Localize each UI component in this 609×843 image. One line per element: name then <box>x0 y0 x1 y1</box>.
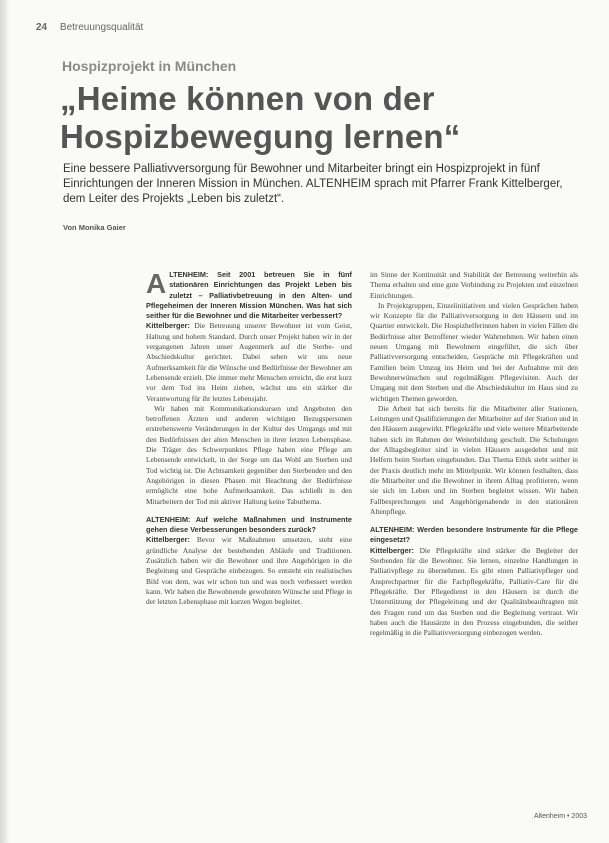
question-1 <box>146 270 352 321</box>
paragraph-staff: Die Arbeit hat sich bereits für die Mitarbeiter aller Stationen, Leitungen und Qualifizierungen der Mitarbeiter auf der Station und in den Häusern ausgewirkt. Pflegekräfte und viele weitere Mitarbeitende haben sich im Rahmen der Weiterbildung geschult. Die Schulungen der Alltagsbegleiter sind in vielen Häusern ausgedehnt und mit Helfern beim Sterben eingebunden. Das Thema Ethik steht seither in der Praxis deutlich mehr im Mittelpunkt. Wir können festhalten, dass die Mitarbeiter und die Bewohner in ihrem Alltag profitieren, wenn sie sich im Leben und im Sterben begleitet wissen. Wir haben Fallbesprechungen und Angehörigenabende in den stationären Altenpflege. <box>370 403 578 516</box>
article-kicker: Hospizprojekt in München <box>62 58 237 74</box>
answer-2-text: Bevor wir Maßnahmen umsetzen, steht eine gründliche Analyse der bestehenden Abläufe und Traditionen. Zusätzlich haben wir die Bewohner und ihre Angehörigen in die Begleitung und Gespräche einbezogen. So entsteht ein realistisches Bild von dem, was wir schon tun und was noch verbessert werden kann. Wir haben die Bewohnende gewohnten Wünsche und Pflege in der letzten Lebensphase mit kurzen Wegen begleitet. <box>146 535 352 607</box>
page-edge-shadow <box>0 0 10 843</box>
answer-speaker: Kittelberger: <box>146 321 190 331</box>
answer-speaker: Kittelberger: <box>146 535 190 545</box>
question-1-text: LTENHEIM: Seit 2001 betreuen Sie in fünf stationären Einrichtungen das Projekt Leben bis zuletzt – Palliativbetreuung in den Alten- und Pflegeheimen der Inneren Mission München. Was hat sich seither für die Bewohner und die Mitarbeiter verbessert? <box>146 270 352 321</box>
question-3-text: ALTENHEIM: Werden besondere Instrumente für die Pflege eingesetzt? <box>370 525 578 545</box>
article-lead: Eine bessere Palliativversorgung für Bewohner und Mitarbeiter bringt ein Hospizprojekt in fünf Einrichtungen der Inneren Mission in München. ALTENHEIM sprach mit Pfarrer Frank Kittelberger, dem Leiter des Projekts „Leben bis zuletzt“. <box>63 163 563 205</box>
question-3 <box>370 525 578 546</box>
page-footer: Altenheim • 2003 <box>533 813 587 820</box>
text-column-right <box>370 270 578 638</box>
article-headline: „Heime können von der Hospizbewegung lernen“ <box>60 80 461 155</box>
answer-3 <box>370 546 578 639</box>
running-header <box>36 22 143 33</box>
answer-2 <box>146 535 352 607</box>
answer-3-text: Die Pflegekräfte sind stärker die Begleiter der Sterbenden für die Bewohner. Sie lernen, einzelne Handlungen in Palliativpflege zu übernehmen. Es gibt einen Palliativpfleger und Ansprechpartner für die Fachpflegekräfte, Palliativ-Care für die Pflegekräfte. Der Pflegedienst in den Häusern ist durch die Unterstützung der Pflegeleitung und der Qualitätsbeauftragten mit den Fragen rund um das Sterben und die Begleitung vertraut. Wir haben auch die Hausärzte in den Prozess eingebunden, die seither regelmäßig in die Palliativversorgung einbezogen werden. <box>370 545 578 638</box>
answer-1 <box>146 321 352 403</box>
text-column-left <box>146 270 352 608</box>
section-title: Betreuungsqualität <box>59 22 144 33</box>
page-number: 24 <box>36 22 48 33</box>
paragraph-continued: im Sinne der Kontinuität und Stabilität der Betreuung weiterhin als Thema erhalten und eine gute Verbindung zu Projekten und einzelnen Einrichtungen. <box>370 270 578 300</box>
question-2-text: ALTENHEIM: Auf welche Maßnahmen und Instrumente gehen diese Verbesserungen besonders zurück? <box>146 514 352 535</box>
drop-cap: A <box>146 268 167 299</box>
question-2 <box>146 515 352 536</box>
answer-speaker: Kittelberger: <box>370 545 414 555</box>
answer-1-continued: Wir haben mit Kommunikationskursen und Angeboten den betroffenen Ärzten und anderen wichtigen Bezugspersonen erstrebenswerte Veränderungen in der Kultur des Umgangs und mit den Bedürfnissen der alten Menschen in ihrer letzten Lebensphase. Die Träger des Schwerpunktes Pflege haben eine Pflege am Lebensende entwickelt, in der Sorge um das Wohl am Sterben und Tod wichtig ist. Die Achtsamkeit gegenüber den Sterbenden und den Angehörigen in diesen Phasen mit Beachtung der Bedürfnisse ermöglicht eine hohe Aufmerksamkeit. Das schließt in den Mitarbeitern der Tod mit aktiver Haltung keine Tabuthema. <box>146 403 352 506</box>
answer-1-text: Die Betreuung unserer Bewohner ist vom Geist, Haltung und hohem Standard. Durch unser Projekt haben wir in der vergangenen Jahren unser Augenmerk auf die Sterbe- und Abschiedskultur gerichtet. Dabei sehen wir uns neue Aufmerksamkeit für die Wünsche und Bedürfnisse der Bewohner am Lebensende erzielt. Die immer mehr Menschen erreicht, die erst kurz vor dem Tod ins Heim ziehen, wächst uns ein stärker die Verantwortung für ihr letztes Lebensjahr. <box>146 321 352 403</box>
paragraph-project-groups: In Projektgruppen, Einzelinitiativen und vielen Gesprächen haben wir Konzepte für die Palliativversorgung in den Häusern und im Quartier entwickelt. Die Hospizhelferinnen haben in vielen Fällen die Bedürfnisse alter Betroffener wieder Wahrnehmen. Wir haben einen neuen Umgang mit Bewohnern eingeführt, die sich über Palliativversorgung entscheiden, Gespräche mit Pflegekräften und Familien beim Umzug ins Heim und bei der Aufnahme mit den Bewohnerwünschen und regelmäßigen Pflegevisiten. Auch der Umgang mit dem Sterben und die Abschiedskultur im Haus sind zu wichtigen Themen geworden. <box>370 300 578 403</box>
article-byline: Von Monika Gaier <box>63 223 126 232</box>
